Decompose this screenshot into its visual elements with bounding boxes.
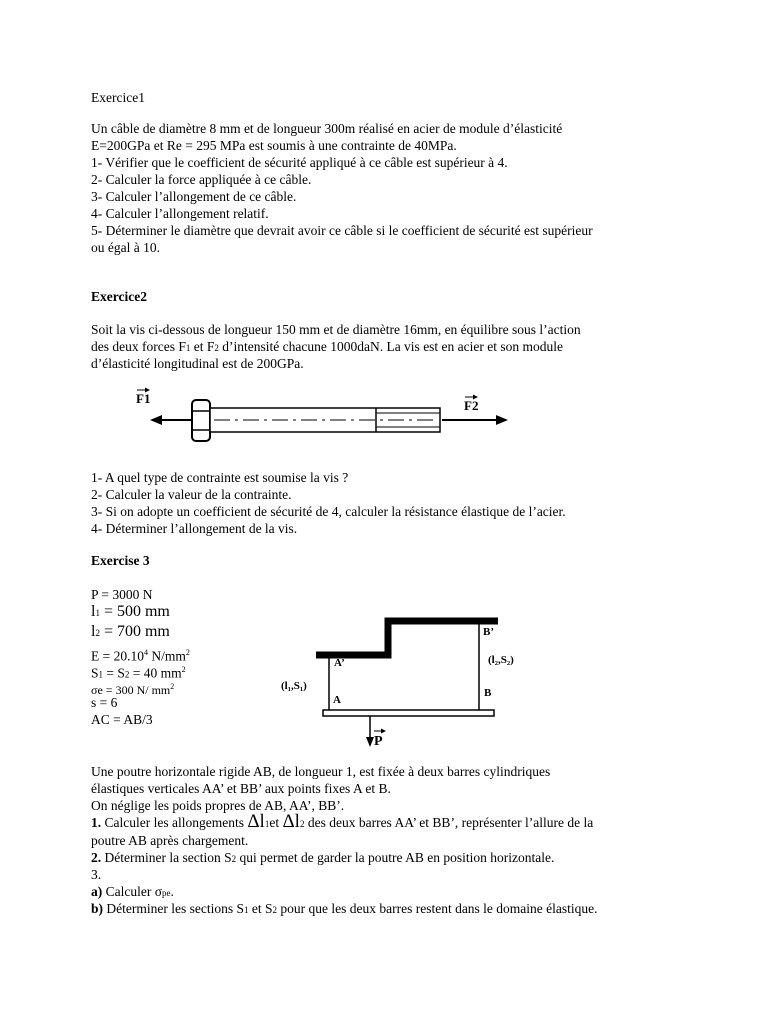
exercise3-text-line: Une poutre horizontale rigide AB, de longueur 1, est fixée à deux barres cylindriques (91, 764, 551, 779)
exercise2-intro-line: d’élasticité longitudinal est de 200GPa. (91, 356, 304, 371)
exercise3-question-3: 3. (91, 867, 102, 882)
exercise1-line: Un câble de diamètre 8 mm et de longueur 300m réalisé en acier de module d’élasticité (91, 121, 563, 136)
exercise3-title: Exercise 3 (91, 553, 150, 568)
exercise1-line: ou égal à 10. (91, 240, 160, 255)
rigid-beam (323, 710, 494, 716)
exercise2-question: 1- A quel type de contrainte est soumise la vis ? (91, 470, 349, 485)
label-b-prime: B’ (483, 626, 494, 638)
f1-arrowhead (150, 415, 162, 425)
exercise2-question: 4- Déterminer l’allongement de la vis. (91, 521, 298, 536)
exercise1-line: 2- Calculer la force appliquée à ce câble. (91, 172, 312, 187)
exercise3-question-2: 2. Déterminer la section S2 qui permet de garder la poutre AB en position horizontale. (91, 850, 555, 865)
exercise3-question-1: 1. Calculer les allongements Δl1et Δl2 des deux barres AA’ et BB’, représenter l’allure de la (91, 811, 594, 832)
param-sections: S1 = S2 = 40 $mm^2$ (91, 665, 186, 681)
exercise1-line: 3- Calculer l’allongement de ce câble. (91, 189, 297, 204)
screw-figure (130, 384, 520, 448)
exercise3-text-line: On néglige les poids propres de AB, AA’, BB’. (91, 798, 345, 813)
exercise1-line: E=200GPa et Re = 295 MPa est soumis à une contrainte de 40MPa. (91, 138, 457, 153)
label-b: B (484, 687, 492, 699)
beam-figure (278, 612, 514, 752)
exercise2-intro-line: des deux forces F1 et F2 d’intensité chacune 1000daN. La vis est en acier et son module (91, 339, 564, 354)
param-sigma-e: σe = 300 N/ $mm^2$ (91, 682, 175, 697)
exercise1-line: 1- Vérifier que le coefficient de sécurité appliqué à ce câble est supérieur à 4. (91, 155, 508, 170)
fixed-support (316, 621, 498, 655)
exercise3-text-line: élastiques verticales AA’ et BB’ aux points fixes A et B. (91, 781, 391, 796)
exercise2-intro-line: Soit la vis ci-dessous de longueur 150 mm et de diamètre 16mm, en équilibre sous l’action (91, 322, 581, 337)
exercise3-question-1-cont: poutre AB après chargement. (91, 833, 249, 848)
param-ac: AC = AB/3 (91, 712, 153, 727)
exercise2-question: 3- Si on adopte un coefficient de sécurité de 4, calculer la résistance élastique de l’acier. (91, 504, 566, 519)
exercise2-question: 2- Calculer la valeur de la contrainte. (91, 487, 292, 502)
f2-label: F2 (464, 398, 479, 413)
label-left-bar: (l₁,S₁) (281, 680, 307, 692)
f2-arrowhead (496, 415, 508, 425)
load-arrowhead (366, 737, 374, 747)
exercise3-question-3b: b) Déterminer les sections S1 et S2 pour que les deux barres restent dans le domaine élastique. (91, 901, 598, 916)
param-e: $E = 20.10^4$ $N/mm^2$ (91, 648, 190, 664)
label-a: A (333, 694, 341, 706)
label-right-bar: (l₂,S₂) (488, 654, 514, 666)
exercise3-question-3a: a) Calculer σpe. (91, 884, 174, 899)
screw-head (192, 400, 210, 441)
exercise2-title: Exercice2 (91, 289, 147, 304)
label-a-prime: A’ (334, 657, 345, 669)
f1-label: F1 (136, 391, 151, 406)
exercise1-line: 4- Calculer l’allongement relatif. (91, 206, 269, 221)
exercise1-line: 5- Déterminer le diamètre que devrait avoir ce câble si le coefficient de sécurité est supérieur (91, 223, 593, 238)
exercise1-title: Exercice1 (91, 90, 145, 105)
param-l1: l1 = 500 mm (91, 603, 170, 620)
param-safety: s = 6 (91, 695, 118, 710)
label-load: P (374, 734, 383, 749)
param-p: P = 3000 N (91, 587, 153, 602)
param-l2: l2 = 700 mm (91, 623, 170, 640)
